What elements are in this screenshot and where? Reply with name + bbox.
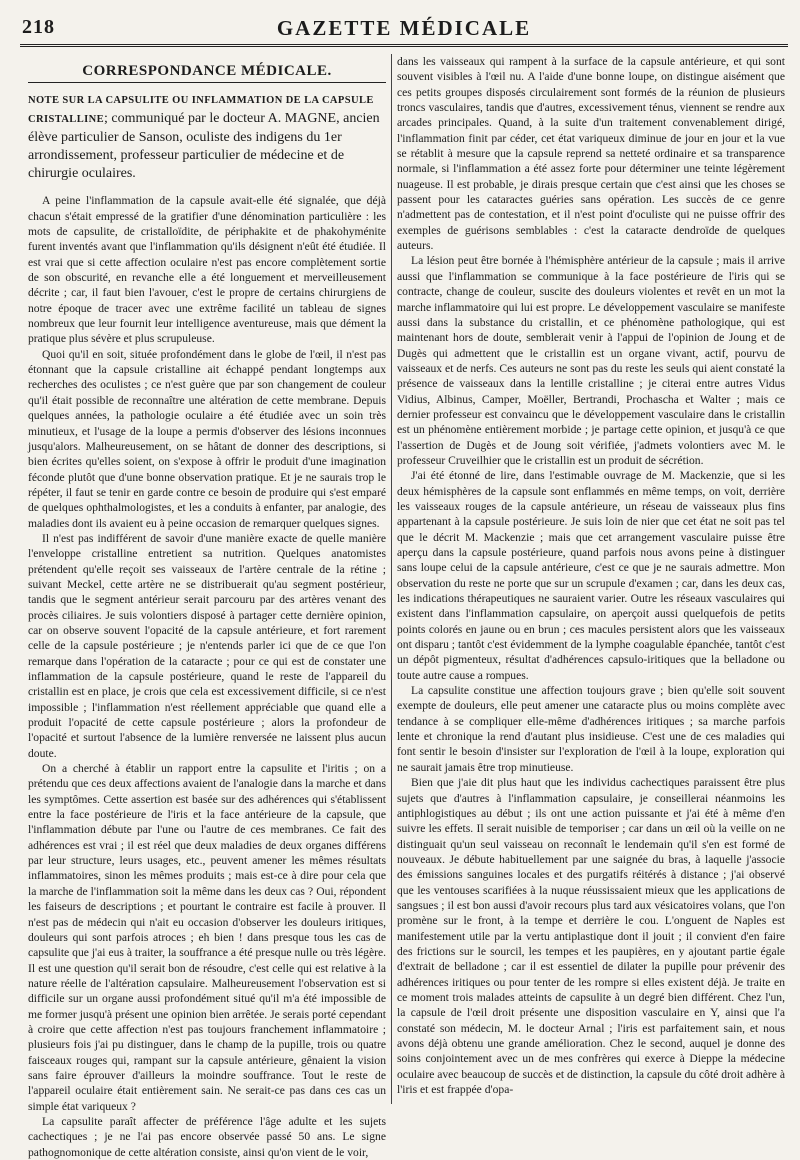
column-divider	[391, 54, 392, 1104]
paragraph: Quoi qu'il en soit, située profondément dans le globe de l'œil, il n'est pas étonnant que la capsule cristalline ait échappé pendant longtemps aux recherches des oculistes ; ce n'est guère que par son changement de couleur qu'il était possible de reconnaître une altération de cette membrane. Depuis quelques années, la pathologie oculaire a été étudiée avec un soin très minutieux, et l'usage de la loupe a permis d'observer des lésions inconnues jusqu'alors. Malheureusement, on se hâtant de donner des descriptions, si bien écrites qu'elles soient, on s'expose à offrir le produit d'une imagination féconde plutôt que d'une bonne observation pratique. Et je ne saurais trop le répéter, il faut se tenir en garde contre ce besoin de produire qui s'est emparé de quelques ophthalmologistes, et les a conduits à enfanter, par analogie, des maladies dont ils avaient eu à peine occasion de remarquer quelques signes.	[28, 347, 386, 530]
paragraph: La capsulite constitue une affection toujours grave ; bien qu'elle soit souvent exempte de douleurs, elle peut amener une cataracte plus ou moins complète avec tendance à se compliquer elle-même d'adhérences iritiques ; sa marche parfois lente et chronique la rend d'autant plus insidieuse. C'est une de ces maladies qui font sentir le besoin d'insister sur l'exploration de l'œil à la loupe, exploration qui ne saurait jamais être trop minutieuse.	[397, 684, 785, 774]
page-header	[22, 8, 786, 44]
journal-title: GAZETTE MÉDICALE	[276, 16, 532, 40]
note-heading-prefix: NOTE SUR LA CAPSULITE OU INFLAMMATION DE LA CAPSULE CRISTALLINE	[28, 95, 374, 126]
header-rule	[20, 44, 788, 47]
paragraph: A peine l'inflammation de la capsule avait-elle été signalée, que déjà chacun s'était empressé de la gratifier d'une dénomination particulière : les mots de capsulite, de cristalloïdite, de périphakite et de phakohyménite furent inventés avant que l'inflammation qu'ils désignent n'eût été étudiée. Il est vrai que si cette affection oculaire n'est pas encore complètement sortie de son obscurité, en revanche elle a été longuement et merveilleusement décrite ; car, il faut bien l'avouer, c'est le propre de certains chirurgiens de notre époque de tracer avec une extrême facilité un tableau de signes nombreux que leur fournit leur intelligence aventureuse, mais que dément la pratique plus sévère et plus scrupuleuse.	[28, 194, 386, 346]
paragraph: J'ai été étonné de lire, dans l'estimable ouvrage de M. Mackenzie, que si les deux hémisphères de la capsule sont enflammés en même temps, on voit, derrière les vaisseaux rouges de la capsule antérieure, un réseau de vaisseaux plus fins appartenant à la capsule postérieure. Je suis loin de nier que cet état ne soit pas tel que le décrit M. Mackenzie ; mais que cet arrangement vasculaire puisse être aperçu dans la capsule postérieure, quand parfois nous avons peine à distinguer sans loupe celui de la capsule antérieure, c'est ce que je ne saurais admettre. Mon observation du reste ne porte que sur un scrupule d'examen ; car, dans les deux cas, les indications thérapeutiques ne sauraient varier. Outre les réseaux vasculaires qui existent dans l'inflammation capsulaire, on aperçoit aussi quelquefois de petits points colorés en jaune ou en brun ; ces macules persistent alors que les vaisseaux ont disparu ; tantôt c'est évidemment de la lymphe coagulable épanchée, tantôt c'est un dépôt pigmenteux, résultat d'adhérences capsulo-iritiques que la belladone ou toute autre cause a rompues.	[397, 469, 785, 682]
paragraph: Il n'est pas indifférent de savoir d'une manière exacte de quelle manière l'enveloppe cristalline entretient sa nutrition. Quelques anatomistes prétendent qu'elle reçoit ses vaisseaux de l'artère centrale de la rétine ; suivant Meckel, cette artère ne se distribuerait qu'au segment postérieur, tandis que le segment antérieur serait parcouru par des artères venant des procès ciliaires. Je suis volontiers disposé à partager cette dernière opinion, car on observe souvent l'opacité de la capsule antérieure, et fort rarement celle de la capsule postérieure ; je n'entends parler ici que de ce que l'on remarque dans l'opération de la cataracte ; pour ce qui est de constater une inflammation de la capsule postérieure, quand le reste de l'appareil du cristallin est en place, je crois que cela est excessivement difficile, si ce n'est impossible ; l'inflammation n'est réellement appréciable que quand elle a produit l'opacité de cette capsule postérieure ; alors la profondeur de l'opacité et surtout l'absence de la lumière renversée ne laissent plus aucun doute.	[28, 531, 386, 760]
page-number: 218	[22, 16, 55, 38]
paragraph: dans les vaisseaux qui rampent à la surface de la capsule antérieure, et qui sont souvent visibles à l'œil nu. A l'aide d'une bonne loupe, on distingue aisément que ces petits groupes disposés circulairement sont formés de la réunion de plusieurs troncs vasculaires, tandis que d'autres, excessivement ténus, viennent se rendre aux arcades principales. Quand, à la suite d'un traitement convenablement dirigé, l'inflammation finit par céder, cet état variqueux diminue de jour en jour et la vue se rétablit à mesure que la capsule reprend sa netteté ordinaire et sa transparence normale, si l'inflammation a été assez forte pour déterminer une teinte légèrement nuageuse. Il est probable, je dirais presque certain que c'est ainsi que les choses se passent pour les cataractes guéries sans opération. Les succès de ce genre n'admettent pas de contestation, et il n'est point d'oculiste qui ne puisse offrir des exemples de guérisons semblables : c'est la cataracte dendroïde de quelques auteurs.	[397, 55, 785, 253]
paragraph: On a cherché à établir un rapport entre la capsulite et l'iritis ; on a prétendu que ces deux affections avaient de l'analogie dans la marche et dans les symptômes. Cette assertion est basée sur des adhérences qui s'établissent entre la face postérieure de l'iris et la face antérieure de la capsule, que l'inflammation débute par l'une ou l'autre de ces membranes. Ce fait des adhérences est vrai ; il est réel que deux maladies de deux organes différens par leur structure, leurs usages, etc., peuvent amener les mêmes résultats inflammatoires, sinon les mêmes produits ; mais est-ce à dire pour cela que la marche de l'inflammation soit la même dans les deux cas ? Oui, répondent les faiseurs de descriptions ; et pourtant le contraire est facile à prouver. Il n'est pas de médecin qui n'ait eu occasion d'observer les douleurs iritiques, douleurs qui sont parfois atroces ; eh bien ! dans presque tous les cas de capsulite que j'ai eus à traiter, la souffrance a été presque nulle ou très légère. Il est une question qu'il serait bon de résoudre, c'est celle qui est relative à la nature réelle de l'altération capsulaire. Malheureusement l'observation est si difficile sur un organe aussi profondément situé qu'il m'a été impossible de me former jusqu'à présent une opinion bien arrêtée. Je serais porté cependant à croire que cette affection n'est pas toujours franchement inflammatoire ; plusieurs fois j'ai pu distinguer, dans le champ de la pupille, trois ou quatre faisceaux rouges qui, rampant sur la capsule antérieure, gênaient la vision sans faire éprouver d'ailleurs la moindre souffrance. Tout le reste de l'appareil oculaire était entièrement sain. Ne serait-ce pas dans ces cas un simple état variqueux ?	[28, 762, 386, 1113]
left-column	[28, 54, 386, 1159]
note-heading	[28, 91, 386, 183]
right-column	[397, 54, 785, 1109]
note-heading-rest: ; communiqué par le docteur A. MAGNE, ancien élève particulier de Sanson, oculiste des indigens du 1er arrondissement, professeur particulier de médecine et de chirurgie oculaires.	[28, 111, 380, 182]
paragraph: La capsulite paraît affecter de préférence l'âge adulte et les sujets cachectiques ; je ne l'ai pas encore observée passé 50 ans. Le signe pathognomonique de cette altération consiste, ainsi qu'on vient de le voir,	[28, 1114, 386, 1159]
paragraph: La lésion peut être bornée à l'hémisphère antérieur de la capsule ; mais il arrive aussi que l'inflammation se communique à la face postérieure de l'iris qui se contracte, change de couleur, suscite des douleurs violentes et revêt en un mot la marche inflammatoire qui lui est propre. Le développement vasculaire se manifeste aussi dans la substance du cristallin, et ce phénomène pathologique, qui est maintenant hors de doute, semblerait venir à l'appui de l'opinion de Joung et de Dugès qui admettent que le cristallin est un organe vivant, actif, pourvu de vaisseaux et de nerfs. Ces auteurs ne sont pas du reste les seuls qui aient constaté la présence de vaisseaux dans la lentille cristalline ; je citerai entre autres Vidus Vidius, Albinus, Camper, Moëller, Bertrandi, Prochascha et Walter ; mais ce dernier professeur est convaincu que le développement vasculaire dans le cristallin est un phénomène entièrement morbide ; je partage cette opinion, et jusqu'à ce que l'assertion de Dugès et de Joung soit vérifiée, j'admets volontiers avec M. le professeur Cruveilhier que le cristallin est un produit de sécrétion.	[397, 254, 785, 467]
paragraph: Bien que j'aie dit plus haut que les individus cachectiques paraissent être plus sujets que d'autres à l'inflammation capsulaire, je conseillerai néanmoins les antiphlogistiques au début ; ils ont une action puissante et j'ai été à même d'en suivre les effets. Il serait nuisible de temporiser ; car dans un œil où la veille on ne distinguait qu'un seul vaisseau on reconnaît le lendemain qu'il s'en est formé de nouveaux. Je débute habituellement par une saignée du bras, à laquelle j'associe des émissions sanguines locales et des purgatifs réitérés à distance ; j'ai observé que les ventouses scarifiées à la nuque réussissaient mieux que les applications de sangsues ; il est bon aussi d'avoir recours plus tard aux vésicatoires volans, que l'on promène sur le front, à la tempe et derrière le cou. L'onguent de Naples est manifestement utile par la vertu antiplastique dont il jouit ; il convient d'en faire des frictions sur le sourcil, les tempes et les paupières, en y ajoutant partie égale d'extrait de belladone ; car il est essentiel de dilater la pupille pour prévenir des adhérences iritiques ou pour tenter de les rompre si elles existent déjà. Je traite en ce moment trois malades atteints de capsulite à un degré bien différent. Chez l'un, la capsule de l'œil droit présente une disposition vasculaire en Y, ainsi que l'a constaté son médecin, M. le docteur Arnal ; l'iris est parfaitement sain, et nous avons déjà obtenu une grande amélioration. Chez le second, auquel je donne des soins conjointement avec un de mes confrères qui exerce à Dieppe la médecine oculaire avec beaucoup de succès et de distinction, la capsule du côté droit adhère à l'iris et est frappée d'opa-	[397, 776, 785, 1097]
section-title: CORRESPONDANCE MÉDICALE.	[28, 64, 386, 83]
